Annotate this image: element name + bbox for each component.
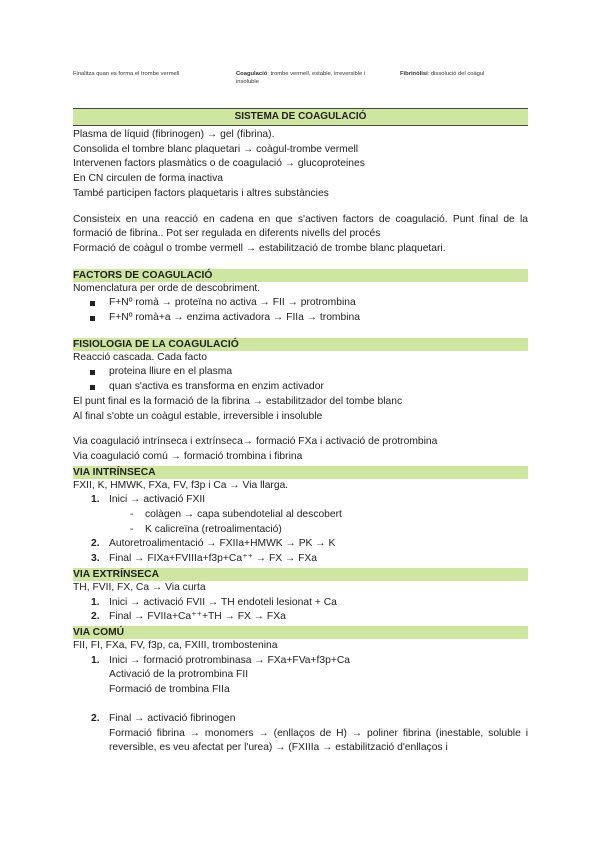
section-heading-comu: VIA COMÚ	[73, 626, 528, 639]
header-note-2: Coagulació: trombe vermell, estable, irreversible i insoluble	[236, 71, 366, 85]
intro-line: Plasma de líquid (fibrinogen) → gel (fibrina).	[73, 129, 275, 140]
numbered-item: 2. Final → activació fibrinogen	[91, 712, 236, 724]
numbered-item: 1. Inici → activació FVII → TH endoteli lesionat + Ca	[91, 596, 337, 608]
header-note-1: Finalitza quan es forma el trombe vermell	[73, 71, 180, 77]
section-text: Al final s'obte un coàgul estable, irreversible i insoluble	[73, 410, 323, 422]
section-text: El punt final es la formació de la fibrina → estabilitzador del tombe blanc	[73, 395, 403, 407]
document-body	[73, 108, 528, 756]
section-text: TH, FVII, FX, Ca → Via curta	[73, 581, 206, 593]
bullet-item: proteina lliure en el plasma	[73, 365, 528, 380]
section-text: Via coagulació intrínseca i extrínseca→ formació FXa i activació de protrombina	[73, 436, 438, 448]
numbered-item: 2. Autoretroalimentació → FXIIa+HMWK → PK → K	[91, 538, 336, 550]
section-text: Nomenclatura per orde de descobriment.	[73, 282, 261, 294]
section-text: FXII, K, HMWK, FXa, FV, f3p i Ca → Via llarga.	[73, 479, 289, 491]
bullet-item: quan s'activa es transforma en enzim activador	[73, 380, 528, 395]
header-note-3: Fibrinòlisi: dissolució del coàgul	[400, 71, 485, 77]
item-continuation: Formació de trombina FIIa	[109, 684, 230, 696]
intro-line: Consolida el tombre blanc plaquetari → coàgul-trombe vermell	[73, 143, 359, 155]
numbered-item: 3. Final → FIXa+FVIIIa+f3p+Ca⁺⁺ → FX → FXa	[91, 553, 318, 565]
item-continuation: Activació de la protrombina FII	[109, 669, 249, 681]
section-text: FII, FI, FXa, FV, f3p, ca, FXIII, trombostenina	[73, 639, 278, 651]
page-title: SISTEMA DE COAGULACIÓ	[73, 108, 528, 126]
sub-item: - colàgen → capa subendotelial al descobert	[73, 508, 528, 523]
section-text: Reacció cascada. Cada facto	[73, 351, 207, 363]
section-heading-fisiologia: FISIOLOGIA DE LA COAGULACIÓ	[73, 338, 528, 351]
intro-line: En CN circulen de forma inactiva	[73, 173, 223, 185]
bullet-item: F+Nº romà+a → enzima activadora → FIIa → trombina	[73, 311, 528, 326]
intro-line: Intervenen factors plasmàtics o de coagulació → glucoproteines	[73, 158, 365, 170]
intro-line: També participen factors plaquetaris i altres substàncies	[73, 187, 329, 199]
paragraph: Consisteix en una reacció en cadena en que s'activen factors de coagulació. Punt final de la formació de fibrina.. Pot ser regulada en diferents nivells del procés	[73, 213, 528, 240]
numbered-item: 1. Inici → activació FXII	[91, 494, 206, 506]
item-continuation: Formació fibrina → monomers → (enllaços de H) → poliner fibrina (inestable, soluble i reversible, es veu afectat per l'urea) → (FXIIIa → estabilització d'enllaços i	[109, 727, 528, 754]
paragraph: Formació de coàgul o trombe vermell → estabilització de trombe blanc plaquetari.	[73, 242, 446, 254]
numbered-item: 1. Inici → formació protrombinasa → FXa+FVa+f3p+Ca	[91, 654, 351, 666]
section-text: Via coagulació comú → formació trombina i fibrina	[73, 450, 303, 462]
sub-item: - K calicreïna (retroalimentació)	[73, 523, 528, 538]
numbered-item: 2. Final → FVIIa+Ca⁺⁺+TH → FX → FXa	[91, 611, 286, 623]
bullet-item: F+Nº romà → proteïna no activa → FII → protrombina	[73, 296, 528, 311]
section-heading-intrinseca: VIA INTRÍNSECA	[73, 466, 528, 479]
section-heading-extrinseca: VIA EXTRÍNSECA	[73, 568, 528, 581]
section-heading-factors: FACTORS DE COAGULACIÓ	[73, 269, 528, 282]
